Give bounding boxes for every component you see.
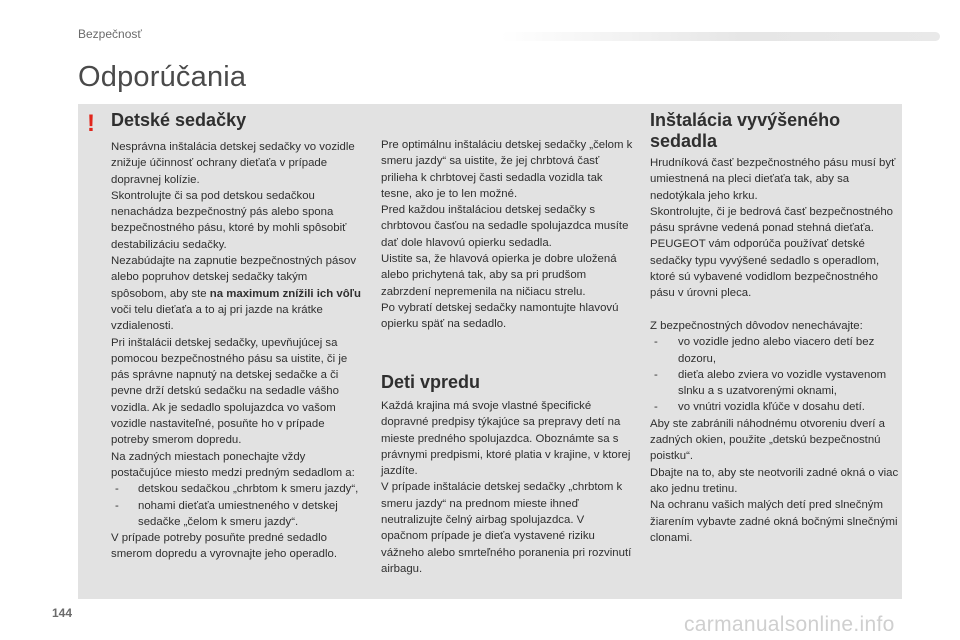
paragraph: Dbajte na to, aby ste neotvorili zadné okná o viac ako jednu tretinu. [650, 466, 899, 495]
heading-booster-seat: Inštalácia vyvýšeného sedadla [650, 110, 841, 151]
watermark: carmanualsonline.info [684, 613, 895, 636]
column-2-text-lower [381, 398, 633, 577]
header-decoration [500, 32, 940, 41]
text-span: voči telu dieťaťa a to aj pri jazde na krátke vzdialenosti. [111, 303, 323, 333]
paragraph: Na zadných miestach ponechajte vždy postačujúce miesto medzi predným sedadlom a: [111, 450, 355, 479]
paragraph: Z bezpečnostných dôvodov nenechávajte: [650, 320, 863, 332]
paragraph: Uistite sa, že hlavová opierka je dobre uložená alebo prichytená tak, aby sa pri prudšom zabrzdení nepremenila na ničiacu strelu. [381, 253, 617, 298]
section-label: Bezpečnosť [78, 27, 142, 41]
heading-children-front: Deti vpredu [381, 372, 481, 392]
paragraph: Pri inštalácii detskej sedačky, upevňujúcej sa pomocou bezpečnostného pásu sa uistite, či je pás správne napnutý na detskej sedačke a či pevne drží detskú sedačku na sedadle vášho vozidla. Ak je sedadlo spolujazdca vo vašom vozidle nastaviteľné, posuňte ho v prípade potreby smerom dopredu. [111, 336, 348, 447]
text-span: Nezabúdajte na zapnutie bezpečnostných pásov alebo popruhov detskej sedačky takým spôsobom, aby ste [111, 255, 357, 300]
warning-icon: ! [87, 110, 95, 137]
emphasis-text: na maximum znížili ich vôľu [209, 287, 362, 300]
column-1-text [111, 139, 363, 563]
paragraph: Pred každou inštaláciou detskej sedačky s chrbtovou časťou na sedadle spolujazdca musíte dať dole hlavovú opierku sedadla. [381, 204, 629, 249]
paragraph: PEUGEOT vám odporúča používať detské sedačky typu vyvýšené sedadlo s operadlom, ktoré sú vybavené vodidlom bezpečnostného pásu v úrovni pleca. [650, 238, 880, 300]
paragraph: Aby ste zabránili náhodnému otvoreniu dverí a zadných okien, použite „detskú bezpečnostnú poistku“. [650, 417, 885, 463]
list-item: - detskou sedačkou „chrbtom k smeru jazdy“, [115, 483, 359, 496]
list-item: - vo vozidle jedno alebo viacero detí bez dozoru, [654, 336, 875, 365]
list-item: - nohami dieťaťa umiestneného v detskej sedačke „čelom k smeru jazdy“. [115, 499, 338, 528]
heading-child-seats: Detské sedačky [111, 110, 247, 130]
paragraph: Po vybratí detskej sedačky namontujte hlavovú opierku späť na sedadlo. [381, 301, 619, 331]
column-3-text-lower [650, 318, 900, 546]
paragraph: Skontrolujte či sa pod detskou sedačkou nenachádza bezpečnostný pás alebo spona bezpečnostného pásu, ktoré by mohli spôsobiť destabilizáciu sedačky. [111, 189, 347, 251]
column-3-text [650, 155, 900, 302]
paragraph: Každá krajina má svoje vlastné špecifické dopravné predpisy týkajúce sa prepravy detí na mieste predného spolujazdca. Oboznámte sa s právnymi predpismi, ktoré platia v krajine, v ktorej jazdíte. [381, 400, 631, 478]
paragraph: Nesprávna inštalácia detskej sedačky vo vozidle znižuje účinnosť ochrany dieťaťa v prípade dopravnej kolízie. [111, 141, 355, 186]
paragraph [111, 253, 363, 334]
paragraph: Na ochranu vašich malých detí pred slnečným žiarením vybavte zadné okná bočnými slnečnými clonami. [650, 499, 898, 544]
list-item: - dieťa alebo zviera vo vozidle vystavenom slnku a s uzatvorenými oknami, [654, 368, 887, 398]
page-number: 144 [52, 606, 73, 620]
list-item: - vo vnútri vozidla kľúče v dosahu detí. [654, 401, 865, 414]
page-title: Odporúčania [78, 61, 247, 93]
column-2-text [381, 137, 633, 333]
paragraph: Hrudníková časť bezpečnostného pásu musí byť umiestnená na pleci dieťaťa tak, aby sa nedotýkala jeho krku. [650, 157, 896, 202]
paragraph: V prípade inštalácie detskej sedačky „chrbtom k smeru jazdy“ na prednom mieste ihneď neutralizujte čelný airbag spolujazdca. V opačnom prípade je dieťa vystavené riziku vážneho alebo smrteľného poranenia pri rozvinutí airbagu. [381, 481, 632, 575]
paragraph: Pre optimálnu inštaláciu detskej sedačky „čelom k smeru jazdy“ sa uistite, že jej chrbtová časť prilieha k chrbtovej časti sedadla vozidla tak tesne, ako je to len možné. [381, 139, 633, 200]
paragraph: V prípade potreby posuňte predné sedadlo smerom dopredu a vyrovnajte jeho operadlo. [111, 532, 338, 561]
paragraph: Skontrolujte, či je bedrová časť bezpečnostného pásu správne vedená ponad stehná dieťaťa. [650, 205, 893, 235]
